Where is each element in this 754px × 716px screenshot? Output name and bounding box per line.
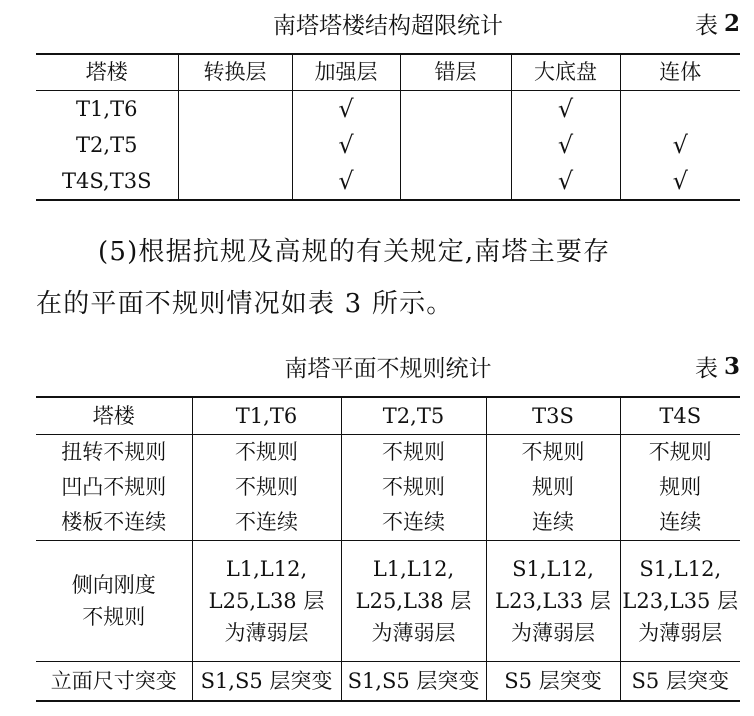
cell-line: L1,L12, [372,557,455,581]
table3-cell [341,541,486,662]
table-row [36,662,740,702]
paragraph-line: (5)根据抗规及高规的有关规定,南塔主要存 [98,237,611,267]
table3-cell: 不规则 [192,435,341,471]
table2-header-row [36,54,740,91]
cell-line: L1,L12, [225,557,308,581]
table2-header-cell: 连体 [620,54,740,91]
body-paragraph [36,226,742,330]
table2-cell: √ [292,91,400,128]
table2-label-prefix: 表 [694,12,718,39]
cell-line: L23,L33 层 [495,589,611,613]
paragraph-line: 在的平面不规则情况如表 3 所示。 [36,289,454,319]
table2 [36,53,740,201]
table2-label-number: 2 [723,9,740,37]
table3-header-row [36,397,740,435]
table3-header-cell: T3S [486,397,620,435]
table3-cell: 不规则 [486,435,620,471]
table3-cell: 规则 [620,470,740,505]
table2-header-cell: 大底盘 [511,54,620,91]
table3-label-prefix: 表 [694,355,718,382]
table2-cell [400,127,511,163]
table2-header-cell: 转换层 [178,54,292,91]
table2-cell: √ [511,91,620,128]
table3-title: 南塔平面不规则统计 [284,355,492,382]
table3-cell: 不连续 [192,505,341,541]
table2-caption [36,6,740,40]
cell-line: L23,L35 层 [622,589,739,613]
table3-cell: 不规则 [192,470,341,505]
cell-line: 为薄弱层 [511,621,595,645]
table2-cell [400,91,511,128]
table3-cell: 不规则 [341,470,486,505]
table2-cell: T2,T5 [76,132,138,157]
table3-cell: 连续 [620,505,740,541]
table3-stiffness-label [36,541,192,662]
table3-cell: 不规则 [341,435,486,471]
table2-cell [178,127,292,163]
table2-label [695,6,740,40]
table3-header-cell: T4S [620,397,740,435]
table-row [36,163,740,200]
table-row [36,470,740,505]
table3-cell [192,541,341,662]
cell-line: S1,L12, [512,557,594,581]
table2-header-cell: 错层 [400,54,511,91]
table2-cell [400,163,511,200]
table3-cell: 立面尺寸突变 [50,668,177,693]
table3-cell: 连续 [486,505,620,541]
table3-cell: S1,S5 层突变 [192,662,341,702]
table2-title: 南塔塔楼结构超限统计 [273,12,503,39]
table-row [36,435,740,471]
table3-cell: S1,S5 层突变 [341,662,486,702]
table2-cell [178,163,292,200]
table2-cell: T1,T6 [76,96,138,121]
table2-cell: T4S,T3S [62,168,152,193]
table2-cell: √ [292,163,400,200]
table2-header-cell: 塔楼 [36,54,178,91]
table3-cell: S5 层突变 [620,662,740,702]
stiffness-label-line: 侧向刚度 [71,573,156,597]
table2-cell: √ [292,127,400,163]
table3-cell: 不连续 [341,505,486,541]
table3-caption [36,349,740,383]
table-row [36,541,740,662]
table2-cell: √ [620,127,740,163]
table2-cell: √ [620,163,740,200]
cell-line: S1,L12, [639,557,722,581]
table3-cell [620,541,740,662]
table3-header-cell: T1,T6 [192,397,341,435]
table-row [36,505,740,541]
table3-label [695,349,740,383]
table2-header-cell: 加强层 [292,54,400,91]
table3-label-number: 3 [723,352,740,380]
table3-cell: 楼板不连续 [36,505,192,541]
table3-cell: 凹凸不规则 [61,475,167,500]
cell-line: L25,L38 层 [208,589,325,613]
cell-line: 为薄弱层 [371,621,456,645]
stiffness-label-line: 不规则 [82,605,146,629]
table3-cell: 不规则 [620,435,740,471]
table3-cell: 扭转不规则 [61,440,167,465]
table2-cell: √ [511,127,620,163]
table3-cell [486,541,620,662]
table3-header-cell: T2,T5 [341,397,486,435]
table2-cell: √ [511,163,620,200]
table3-header-cell: 塔楼 [36,397,192,435]
cell-line: L25,L38 层 [355,589,472,613]
table3-cell: 规则 [486,470,620,505]
table2-cell [620,91,740,128]
table-row [36,127,740,163]
cell-line: 为薄弱层 [638,621,723,645]
table-row [36,91,740,128]
table3 [36,396,740,702]
cell-line: 为薄弱层 [224,621,309,645]
table2-cell [178,91,292,128]
table3-cell: S5 层突变 [486,662,620,702]
